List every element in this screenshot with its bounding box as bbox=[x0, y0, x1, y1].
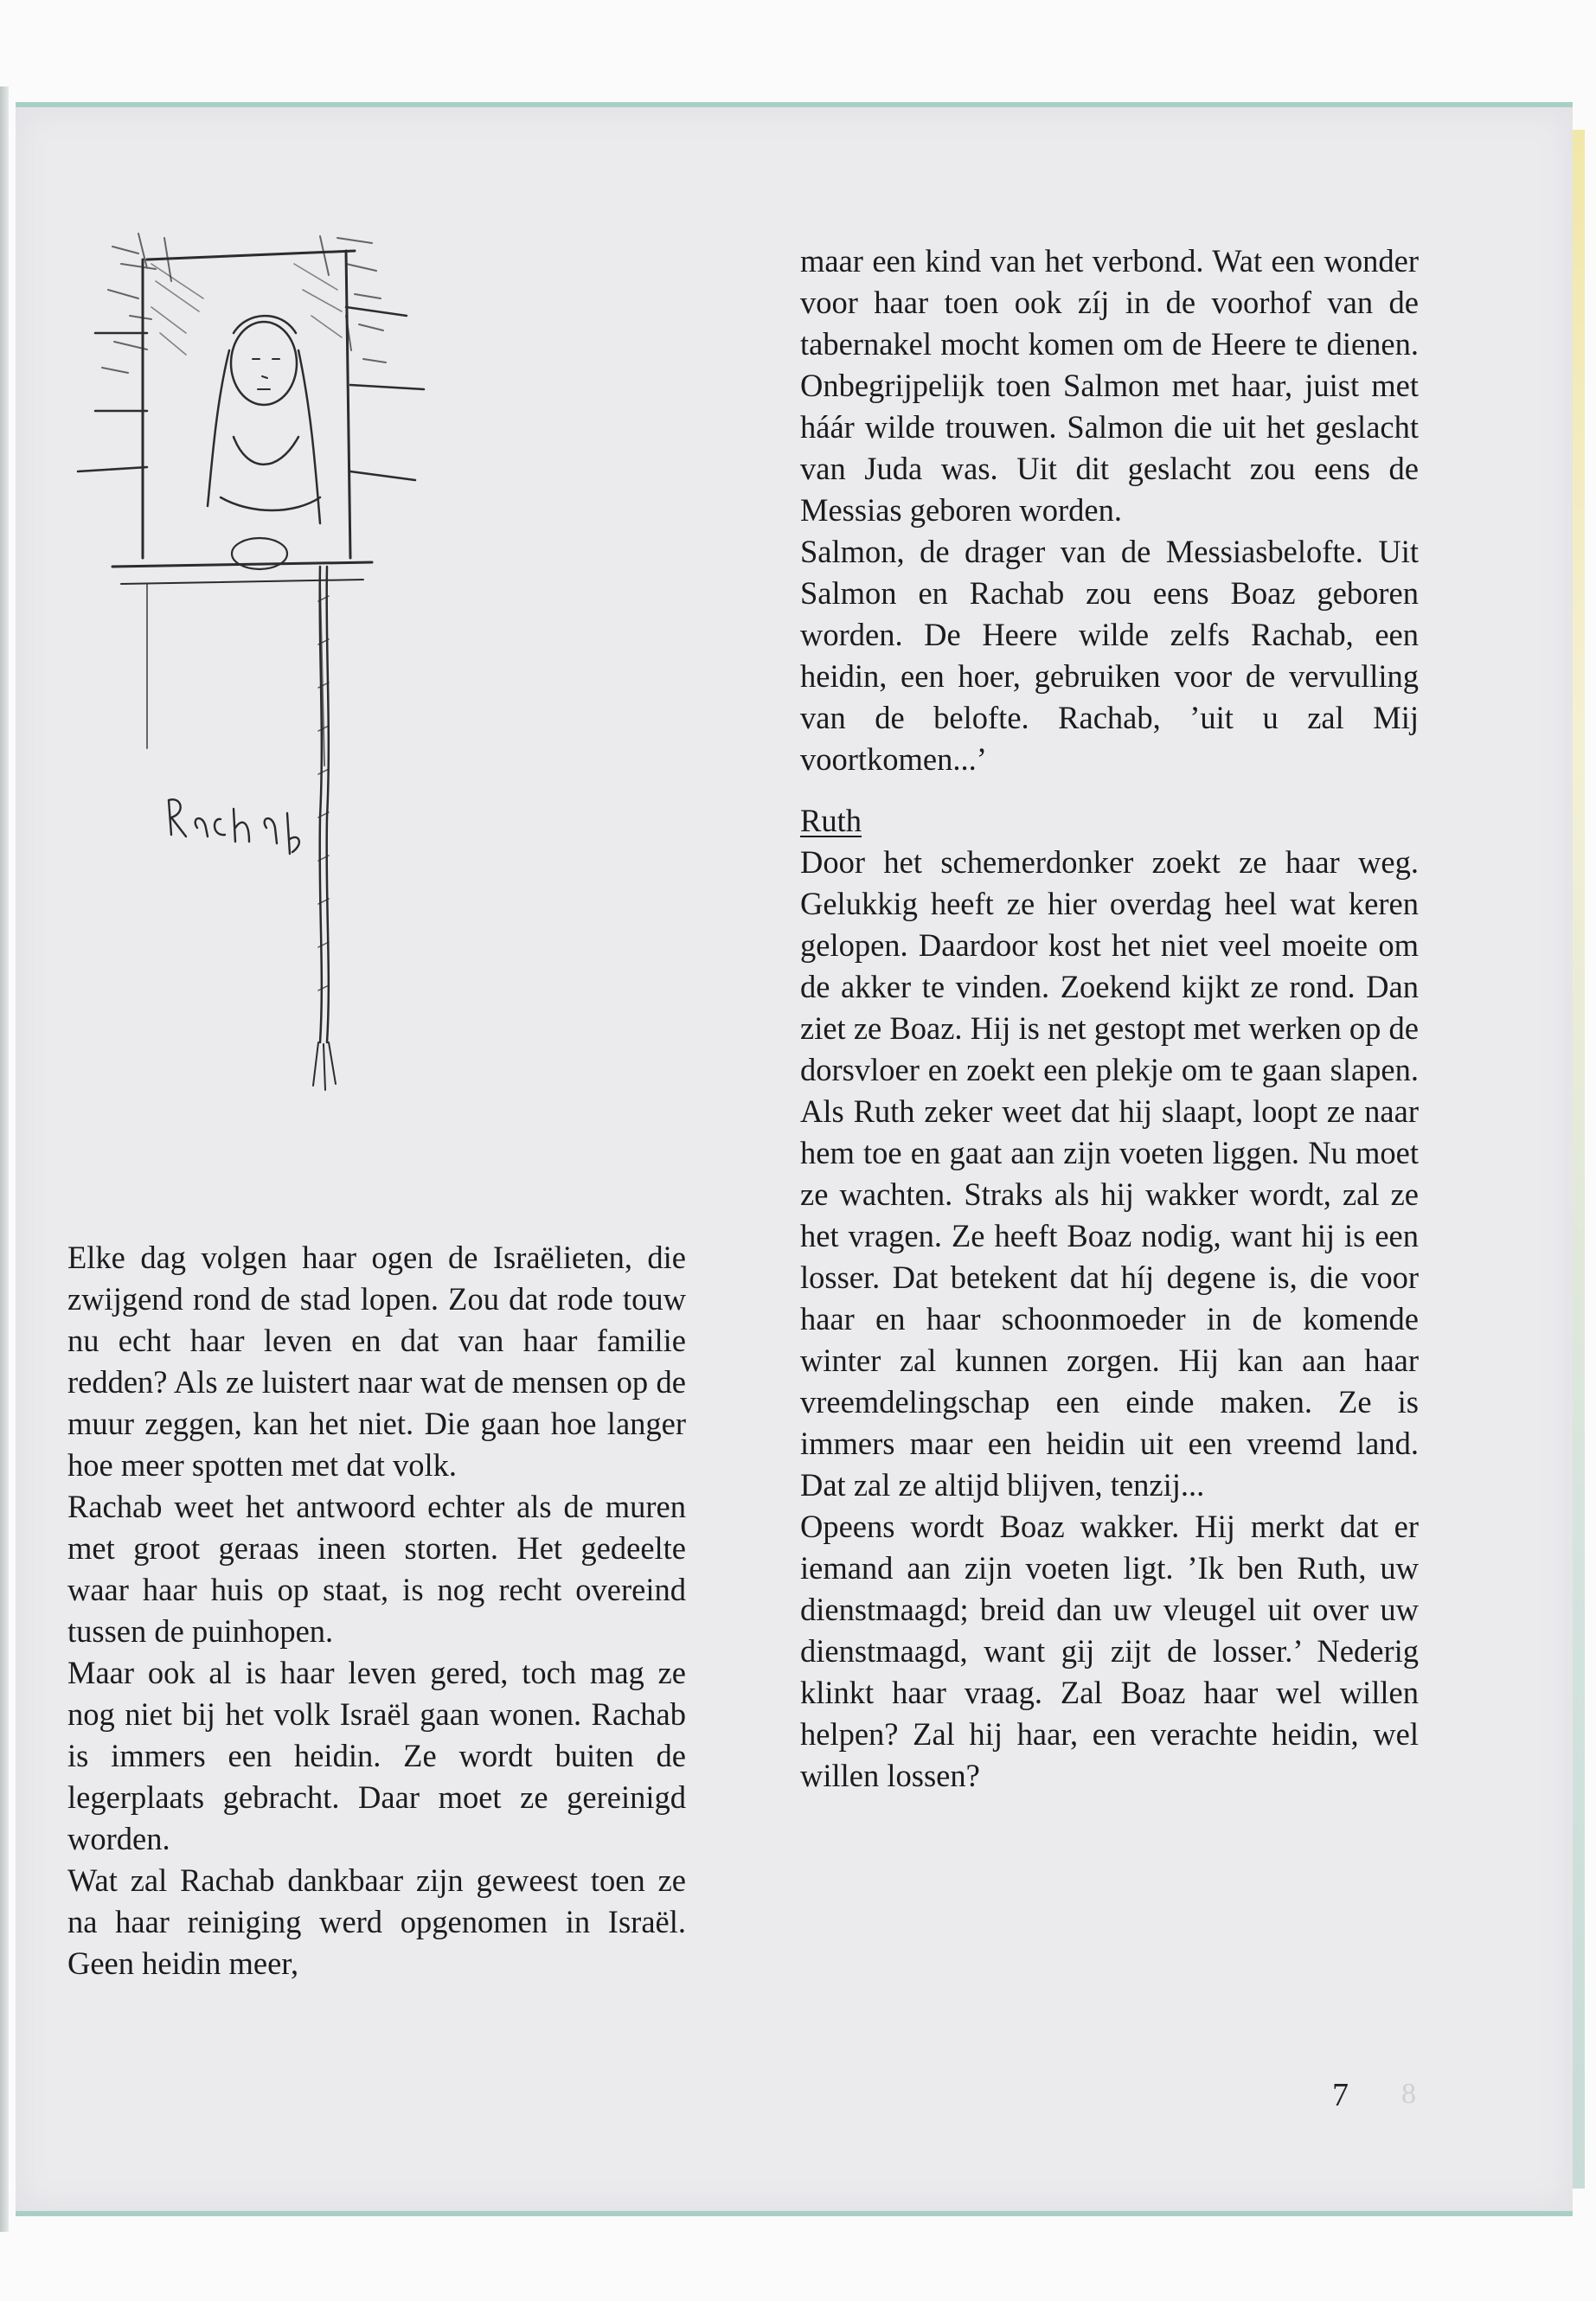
page-number: 7 bbox=[1332, 2077, 1349, 2113]
page-edge-next bbox=[1573, 130, 1585, 2189]
left-column bbox=[67, 1237, 686, 1984]
scan-edge bbox=[0, 87, 9, 2232]
paragraph: Maar ook al is haar leven gered, toch mag ze nog niet bij het volk Israël gaan wonen. Rachab is immers een heidin. Ze wordt buiten de legerplaats gebracht. Daar moet ze gereinigd worden. bbox=[67, 1655, 686, 1856]
paragraph: Door het schemerdonker zoekt ze haar weg. Gelukkig heeft ze hier overdag heel wat keren gelopen. Daardoor kost het niet veel moeite om de akker te vinden. Zoekend kijkt ze rond. Dan ziet ze Boaz. Hij is net gestopt met werken op de dorsvloer en zoekt een plekje om te gaan slapen. Als Ruth zeker weet dat hij slaapt, loopt ze naar hem toe en gaat aan zijn voeten liggen. Nu moet ze wachten. Straks als hij wakker wordt, zal ze het vragen. Ze heeft Boaz nodig, want hij is een losser. Dat betekent dat híj degene is, die voor haar en haar schoonmoeder in de komende winter zal kunnen zorgen. Hij kan aan haar vreemdelingschap een einde maken. Ze is immers maar een heidin uit een vreemd land. Dat zal ze altijd blijven, tenzij... bbox=[800, 844, 1419, 1503]
paragraph: Salmon, de drager van de Messiasbelofte. Uit Salmon en Rachab zou eens Boaz geboren worden. De Heere wilde zelfs Rachab, een heidin, een hoer, gebruiken voor de vervulling van de belofte. Rachab, ’uit u zal Mij voortkomen...’ bbox=[800, 534, 1419, 777]
paragraph: maar een kind van het verbond. Wat een wonder voor haar toen ook zíj in de voorhof van de tabernakel mocht komen om de Heere te dienen. Onbegrijpelijk toen Salmon met haar, juist met háár wilde trouwen. Salmon die uit het geslacht van Juda was. Uit dit geslacht zou eens de Messias geboren worden. bbox=[800, 243, 1419, 528]
paragraph: Rachab weet het antwoord echter als de muren met groot geraas ineen storten. Het gedeelte waar haar huis op staat, is nog recht overeind tussen de puinhopen. bbox=[67, 1489, 686, 1649]
paragraph: Opeens wordt Boaz wakker. Hij merkt dat er iemand aan zijn voeten ligt. ’Ik ben Ruth, uw dienstmaagd; breid dan uw vleugel uit over uw dienstmaagd, want gij zijt de losser.’ Nederig klinkt haar vraag. Zal Boaz haar wel willen helpen? Zal hij haar, een verachte heidin, wel willen lossen? bbox=[800, 1509, 1419, 1793]
paragraph: Elke dag volgen haar ogen de Israëlieten, die zwijgend rond de stad lopen. Zou dat rode touw nu echt haar leven en dat van haar familie redden? Als ze luistert naar wat de mensen op de muur zeggen, kan het niet. Die gaan hoe langer hoe meer spotten met dat volk. bbox=[67, 1240, 686, 1483]
rachab-window-sketch bbox=[61, 212, 683, 1129]
section-heading-ruth: Ruth bbox=[800, 803, 862, 838]
paragraph: Wat zal Rachab dankbaar zijn geweest toen ze na haar reiniging werd opgenomen in Israël. Geen heidin meer, bbox=[67, 1862, 686, 1981]
ghost-page-number: 8 bbox=[1401, 2078, 1416, 2110]
right-column bbox=[800, 240, 1419, 1797]
